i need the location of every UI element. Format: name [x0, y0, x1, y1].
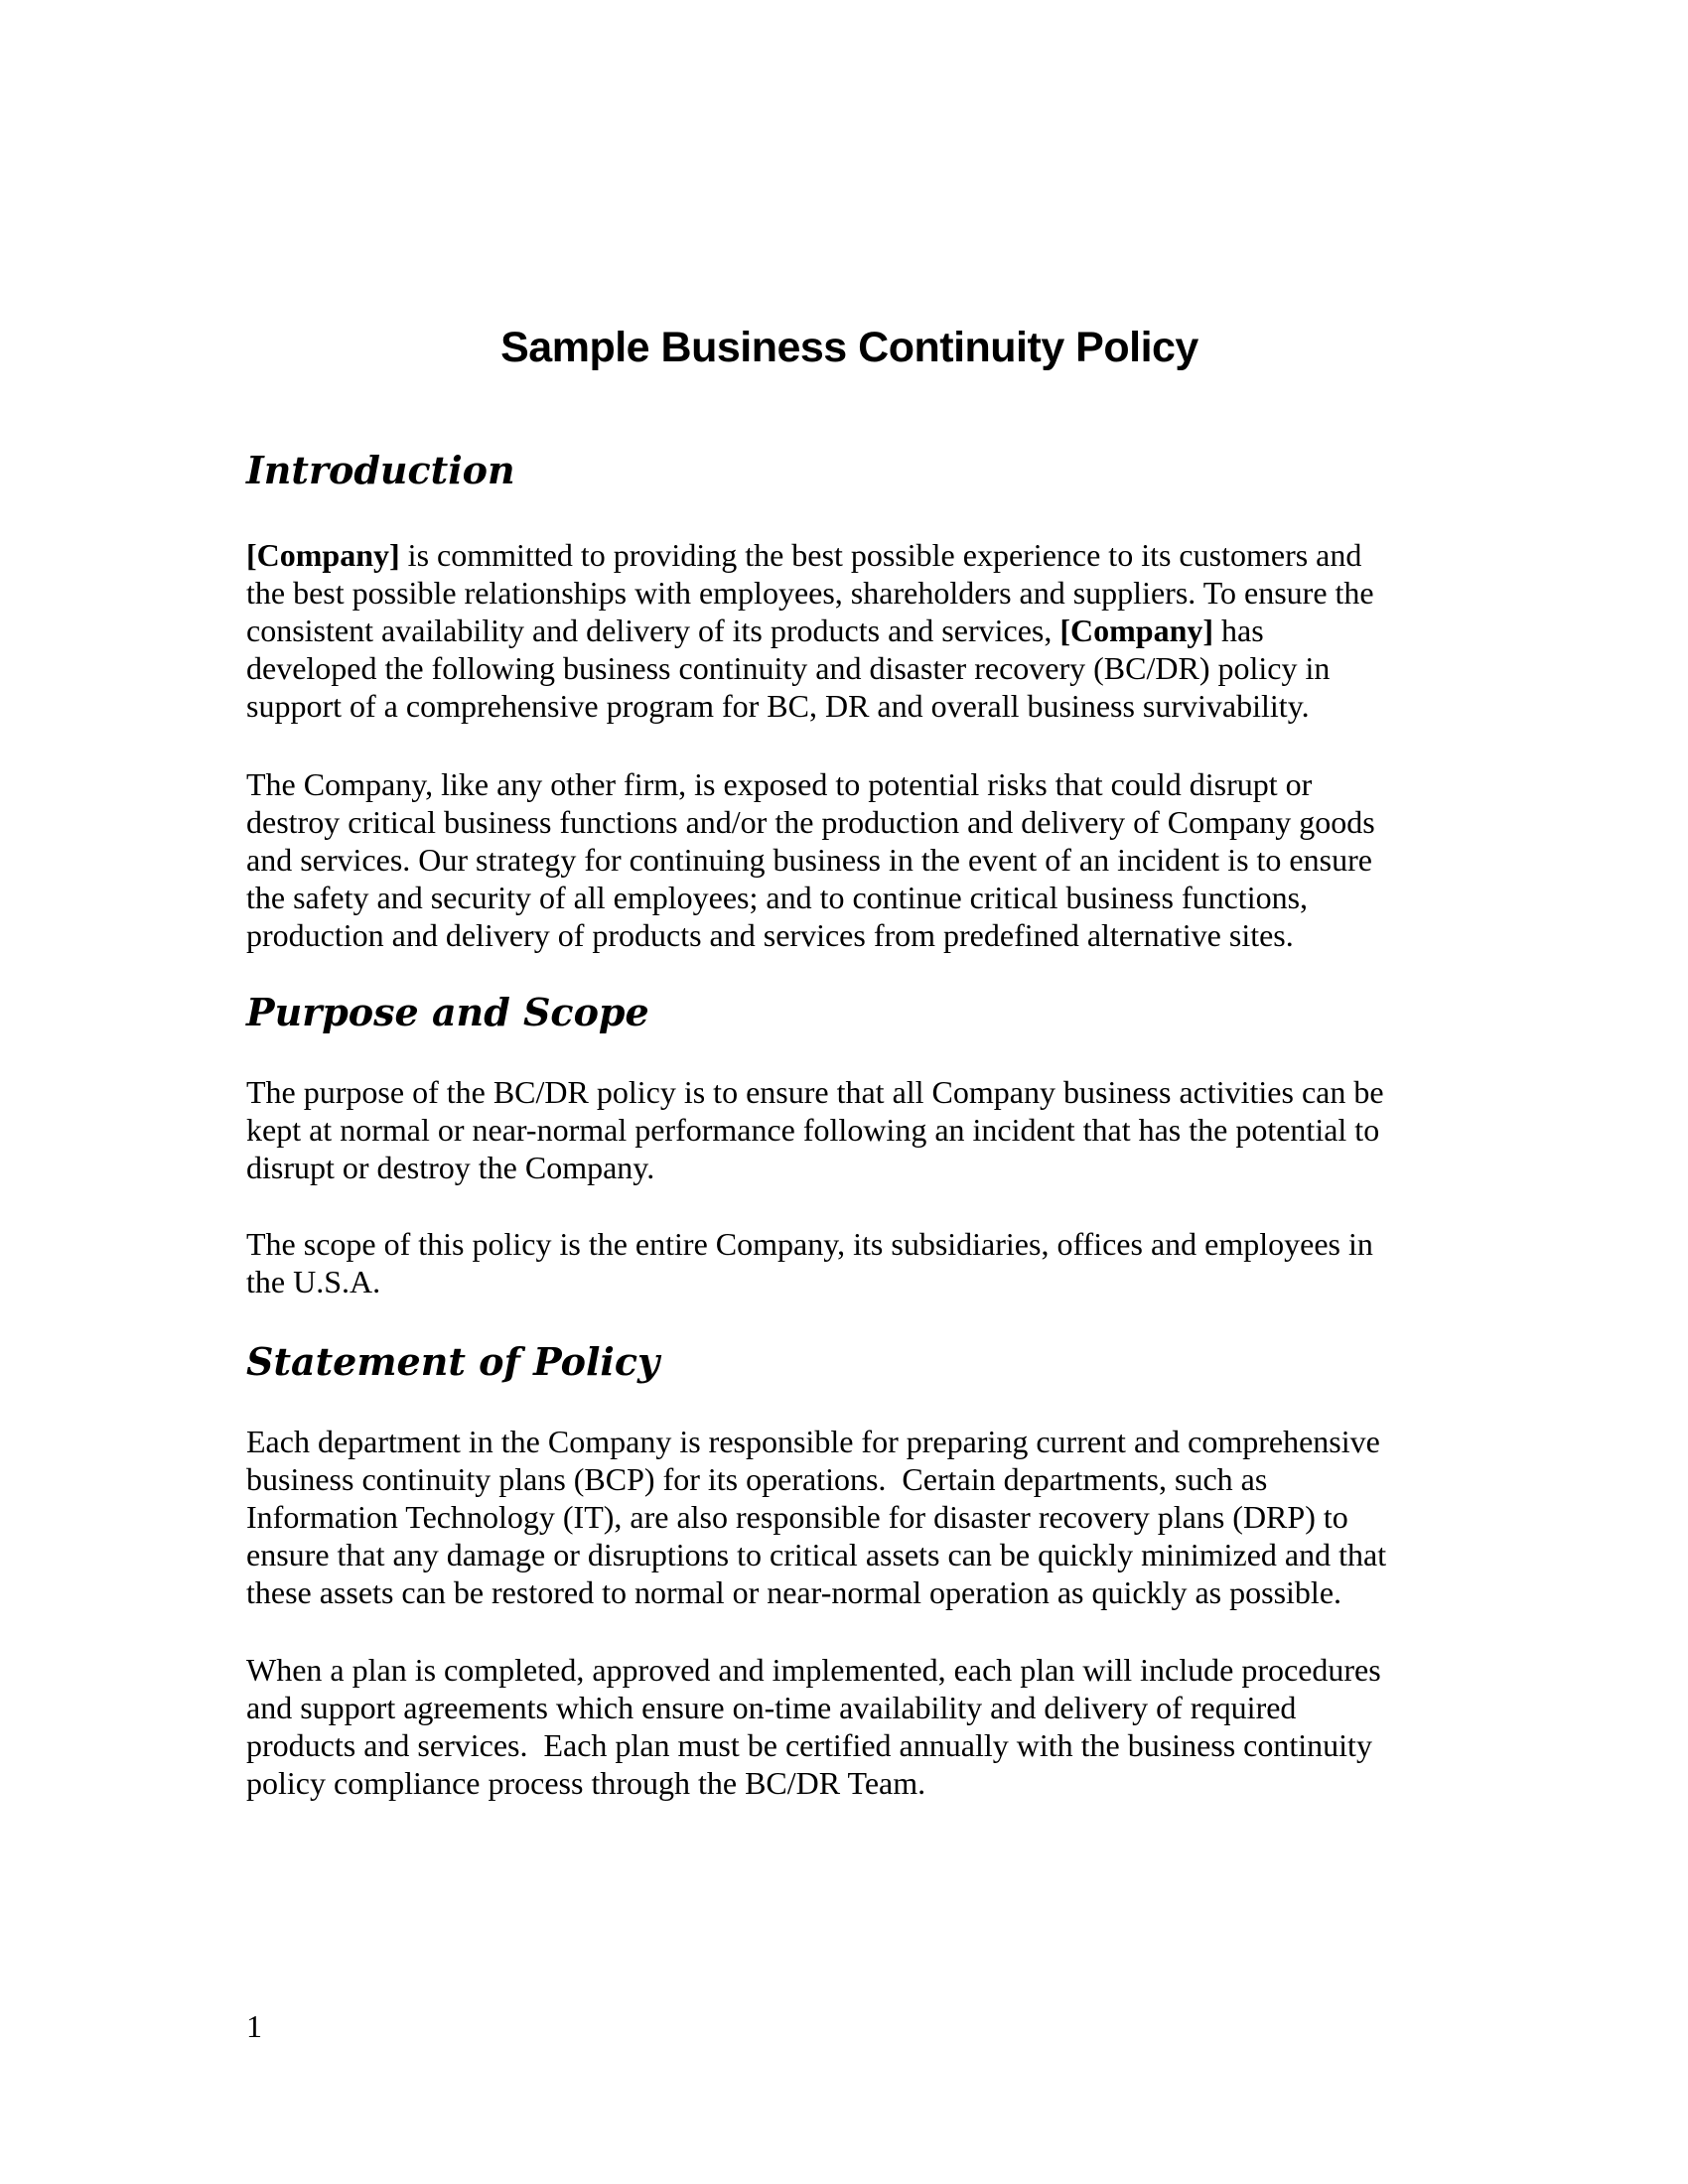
- section-heading-introduction: Introduction: [246, 448, 515, 492]
- paragraph: When a plan is completed, approved and implemented, each plan will include procedures and support agreements which ensure on-time availability and delivery of required products and services. Each plan must be certified annually with the business continuity policy compliance process through the BC/DR Team.: [246, 1652, 1381, 1801]
- paragraph: Each department in the Company is responsible for preparing current and comprehensive business continuity plans (BCP) for its operations. Certain departments, such as Information Technology (IT), are also responsible for disaster recovery plans (DRP) to ensure that any damage or disruptions to critical assets can be quickly minimized and that these assets can be restored to normal or near-normal operation as quickly as possible.: [246, 1424, 1387, 1610]
- paragraph: [Company] is committed to providing the best possible experience to its customers and the best possible relationships with employees, shareholders and suppliers. To ensure the consistent availability and delivery of its products and services, [Company] has developed the following business continuity and disaster recovery (BC/DR) policy in support of a comprehensive program for BC, DR and overall business survivability.: [246, 537, 1374, 724]
- section-heading-statement-of-policy: Statement of Policy: [246, 1339, 660, 1384]
- page-number: 1: [246, 2008, 262, 2044]
- document-title: Sample Business Continuity Policy: [500, 324, 1198, 371]
- section-heading-purpose-and-scope: Purpose and Scope: [246, 990, 649, 1034]
- document-content: [246, 0, 1453, 2045]
- paragraph: The scope of this policy is the entire Company, its subsidiaries, offices and employees in the U.S.A.: [246, 1226, 1373, 1299]
- paragraph: The purpose of the BC/DR policy is to ensure that all Company business activities can be kept at normal or near-normal performance following an incident that has the potential to disrupt or destroy the Company.: [246, 1074, 1384, 1185]
- paragraph: The Company, like any other firm, is exposed to potential risks that could disrupt or destroy critical business functions and/or the production and delivery of Company goods and services. Our strategy for continuing business in the event of an incident is to ensure the safety and security of all employees; and to continue critical business functions, production and delivery of products and services from predefined alternative sites.: [246, 766, 1375, 953]
